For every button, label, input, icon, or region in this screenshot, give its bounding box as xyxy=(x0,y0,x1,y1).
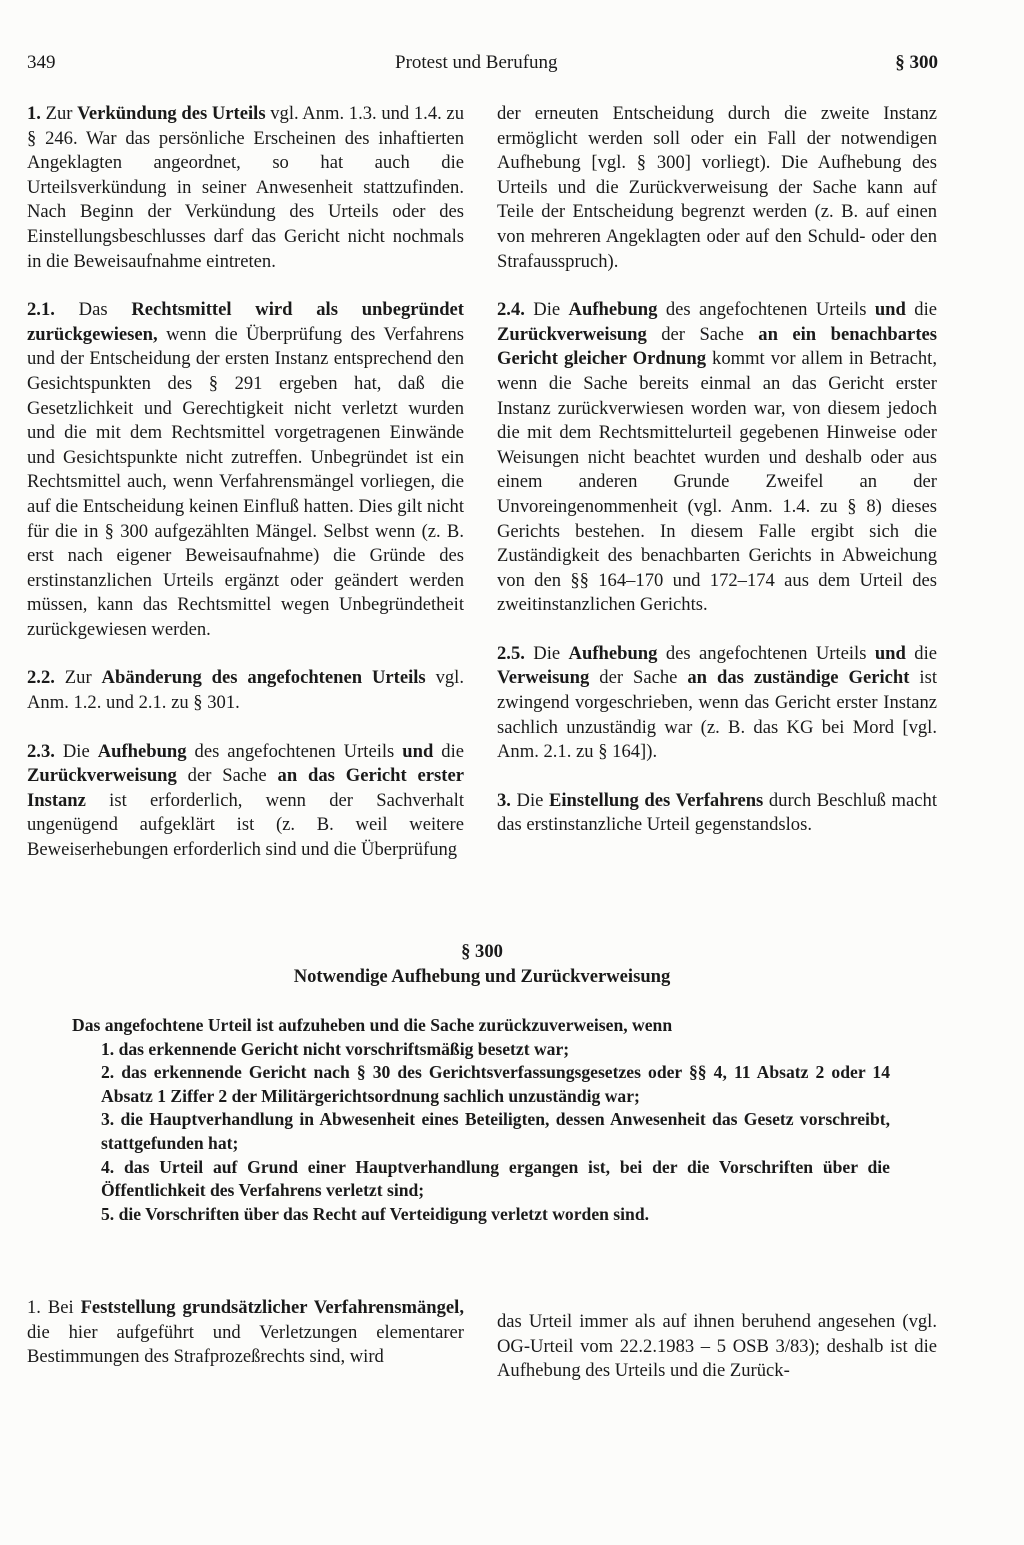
statute-text xyxy=(72,1014,890,1226)
statute-item: 3. die Hauptverhandlung in Abwesenheit eines Beteiligten, dessen Anwesenheit das Gesetz vorschreibt, stattgefunden hat; xyxy=(101,1109,890,1153)
statute-item: 4. das Urteil auf Grund einer Hauptverhandlung ergangen ist, bei der die Vorschriften über die Öffentlichkeit des Verfahrens verletzt sind; xyxy=(101,1156,890,1201)
annotation-2-5: 2.5. Die Aufhebung des angefochtenen Urteils und die Verweisung der Sache an das zuständige Gericht ist zwingend vorgeschrieben, wenn das Gericht erster Instanz sachlich unzuständig war (z. B. das KG bei Mord [vgl. Anm. 2.1. zu § 164]). xyxy=(497,642,937,763)
annotation-2-2: 2.2. Zur Abänderung des angefochtenen Urteils vgl. Anm. 1.2. und 2.1. zu § 301. xyxy=(27,667,464,714)
right-column xyxy=(497,102,937,838)
annotation-2-3: 2.3. Die Aufhebung des angefochtenen Urteils und die Zurückverweisung der Sache an das Gericht erster Instanz ist erforderlich, wenn der Sachverhalt ungenügend aufgeklärt ist (z. B. weil weitere Beweiserhebungen erforderlich sind und die Überprüfung xyxy=(27,740,464,861)
statute-title: Notwendige Aufhebung und Zurückverweisung xyxy=(293,966,671,987)
footnote-annotation-1-continued: das Urteil immer als auf ihnen beruhend angesehen (vgl. OG-Urteil vom 22.2.1983 – 5 OSB 3/83); deshalb ist die Aufhebung des Urteils und die Zurück- xyxy=(497,1311,937,1382)
running-section: § 300 xyxy=(895,52,938,73)
left-column xyxy=(27,102,464,863)
statute-intro: Das angefochtene Urteil ist aufzuheben und die Sache zurückzuverweisen, wenn xyxy=(72,1015,673,1035)
annotation-2-3-continued: der erneuten Entscheidung durch die zweite Instanz ermöglicht werden soll oder ein Fall der notwendigen Aufhebung [vgl. § 300] vorliegt). Die Aufhebung des Urteils und die Zurückverweisung der Sache kann auf Teile der Entscheidung begrenzt werden (z. B. auf einen von mehreren Angeklagten oder auf den Schuld- oder den Strafausspruch). xyxy=(497,103,937,272)
annotation-2-1: 2.1. Das Rechtsmittel wird als unbegründet zurückgewiesen, wenn die Überprüfung des Verfahrens und der Entscheidung der ersten Instanz entsprechend den Gesichtspunkten des § 291 ergeben hat, daß die Gesetzlichkeit und Gerechtigkeit nicht verletzt wurden und die mit dem Rechtsmittel vorgetragenen Einwände und Gesichtspunkte nicht zutreffen. Unbegründet ist ein Rechtsmittel auch, wenn Verfahrensmängel vorliegen, die auf die Entscheidung keinen Einfluß hatten. Dies gilt nicht für die in § 300 aufgezählten Mängel. Selbst wenn (z. B. erst nach eigener Beweisaufnahme) die Gründe des erstinstanzlichen Urteils ergänzt oder geändert werden müssen, kann das Rechtsmittel wegen Unbegründetheit zurückgewiesen werden. xyxy=(27,299,464,640)
footnote-right xyxy=(497,1310,937,1384)
annotation-3: 3. Die Einstellung des Verfahrens durch Beschluß macht das erstinstanzliche Urteil gegenstandslos. xyxy=(497,789,937,836)
footnote-left xyxy=(27,1296,464,1370)
statute-item: 1. das erkennende Gericht nicht vorschriftsmäßig besetzt war; xyxy=(101,1038,570,1059)
statute-number: § 300 xyxy=(461,941,503,962)
statute-item: 5. die Vorschriften über das Recht auf Verteidigung verletzt worden sind. xyxy=(101,1203,650,1224)
annotation-2-4: 2.4. Die Aufhebung des angefochtenen Urteils und die Zurückverweisung der Sache an ein benachbartes Gericht gleicher Ordnung kommt vor allem in Betracht, wenn die Sache bereits einmal an das Gericht erster Instanz zurückverwiesen worden war, von diesem jedoch die mit dem Rechtsmittelurteil gegebenen Hinweise oder Weisungen nicht beachtet wurden und deshalb oder aus einem anderen Grunde Zweifel an der Unvoreingenommenheit (vgl. Anm. 1.4. zu § 8) dieses Gerichts bestehen. In diesem Falle ergibt sich die Zuständigkeit des benachbarten Gerichts in Abweichung von den §§ 164–170 und 172–174 aus dem Urteil des zweitinstanzlichen Gerichts. xyxy=(497,299,937,616)
page-number: 349 xyxy=(27,52,56,73)
annotation-1: 1. Zur Verkündung des Urteils vgl. Anm. 1.3. und 1.4. zu § 246. War das persönliche Erscheinen des inhaftierten Angeklagten angeordnet, so hat auch die Urteilsverkündung in seiner Anwesenheit stattzufinden. Nach Beginn der Verkündung des Urteils oder des Einstellungsbeschlusses darf das Gericht nicht nochmals in die Beweisaufnahme eintreten. xyxy=(27,103,464,272)
running-title: Protest und Berufung xyxy=(395,52,558,73)
footnote-annotation-1: 1. Bei Feststellung grundsätzlicher Verfahrensmängel, die hier aufgeführt und Verletzungen elementarer Bestimmungen des Strafprozeßrechts sind, wird xyxy=(27,1297,464,1368)
statute-item: 2. das erkennende Gericht nach § 30 des Gerichtsverfassungsgesetzes oder §§ 4, 11 Absatz 2 oder 14 Absatz 1 Ziffer 2 der Militärgerichtsordnung sachlich unzuständig war; xyxy=(101,1062,890,1106)
